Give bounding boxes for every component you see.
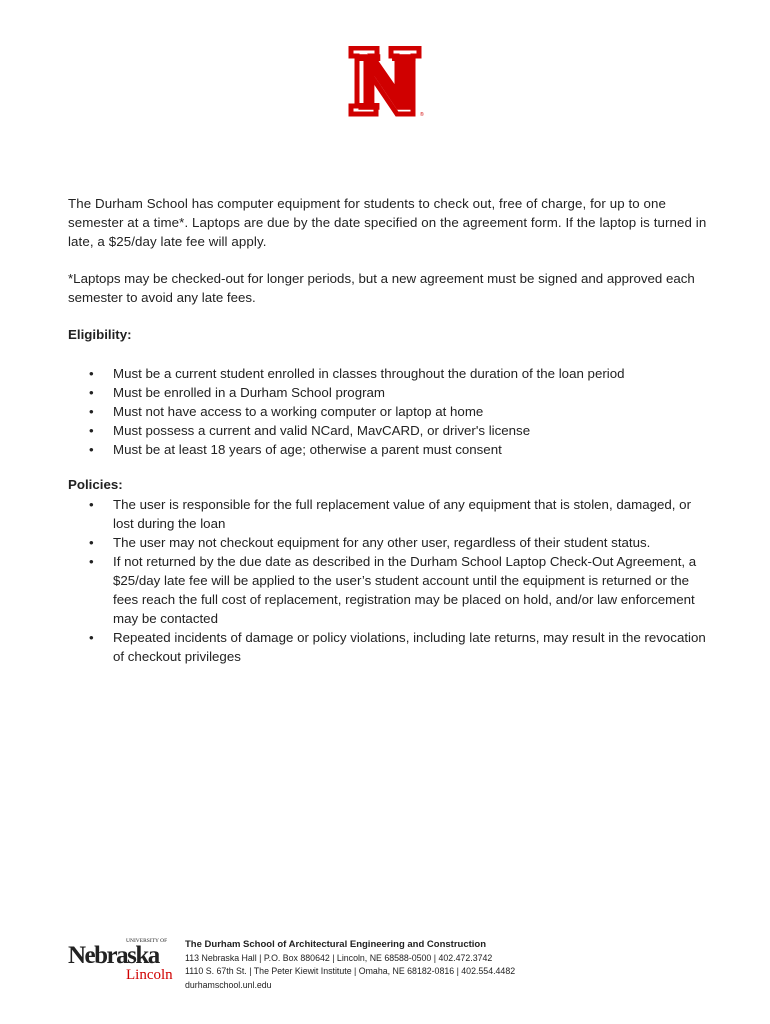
- bullet-icon: •: [89, 630, 94, 645]
- footer-title: The Durham School of Architectural Engineering and Construction: [185, 939, 487, 950]
- nebraska-n-logo: [347, 46, 427, 118]
- list-item: • Must possess a current and valid NCard, MavCARD, or driver's license: [89, 423, 531, 438]
- list-item: • Must be at least 18 years of age; otherwise a parent must consent: [89, 442, 502, 457]
- footer-contact: [185, 938, 515, 992]
- bullet-icon: •: [89, 385, 94, 400]
- note-paragraph: *Laptops may be checked-out for longer periods, but a new agreement must be signed and approved each semester to avoid any late fees.: [68, 271, 695, 305]
- list-item: • The user is responsible for the full replacement value of any equipment that is stolen, damaged, or lost during the loan: [89, 497, 691, 531]
- list-item: • If not returned by the due date as described in the Durham School Laptop Check-Out Agreement, a $25/day late fee will be applied to the user’s student account until the equipment is returned or the fees reach the full cost of replacement, registration may be placed on hold, and/or law enforcement may be contacted: [89, 554, 697, 626]
- bullet-icon: •: [89, 423, 94, 438]
- eligibility-heading: Eligibility:: [68, 327, 132, 342]
- logo-sub-text: Lincoln: [126, 967, 173, 983]
- footer-address-omaha: 1110 S. 67th St. | The Peter Kiewit Institute | Omaha, NE 68182-0816 | 402.554.4482: [185, 966, 516, 976]
- intro-section: [68, 194, 708, 251]
- footer: [68, 933, 708, 1003]
- bullet-icon: •: [89, 442, 94, 457]
- logo-wordmark: Nebraska: [68, 942, 159, 969]
- list-item: • Must be a current student enrolled in classes throughout the duration of the loan period: [89, 366, 625, 381]
- note-section: [68, 269, 708, 307]
- eligibility-list: [68, 364, 708, 459]
- intro-paragraph: The Durham School has computer equipment for students to check out, free of charge, for up to one semester at a time*. Laptops are due by the date specified on the agreement form. If the laptop is turned in late, a $25/day late fee will apply.: [68, 196, 707, 249]
- list-item: • The user may not checkout equipment for any other user, regardless of their student status.: [89, 535, 651, 550]
- list-item: • Repeated incidents of damage or policy violations, including late returns, may result in the revocation of checkout privileges: [89, 630, 706, 664]
- bullet-icon: •: [89, 535, 94, 550]
- bullet-icon: •: [89, 404, 94, 419]
- policies-list: [68, 495, 708, 666]
- list-item: • Must be enrolled in a Durham School program: [89, 385, 385, 400]
- bullet-icon: •: [89, 497, 94, 512]
- bullet-icon: •: [89, 554, 94, 569]
- svg-text:®: ®: [420, 112, 424, 118]
- bullet-icon: •: [89, 366, 94, 381]
- list-item: • Must not have access to a working computer or laptop at home: [89, 404, 484, 419]
- logo-top-text: UNIVERSITY OF: [126, 938, 168, 944]
- unl-wordmark-logo: [68, 933, 176, 983]
- policies-heading: Policies:: [68, 477, 123, 492]
- footer-address-lincoln: 113 Nebraska Hall | P.O. Box 880642 | Lincoln, NE 68588-0500 | 402.472.3742: [185, 952, 493, 963]
- footer-website: durhamschool.unl.edu: [185, 979, 272, 990]
